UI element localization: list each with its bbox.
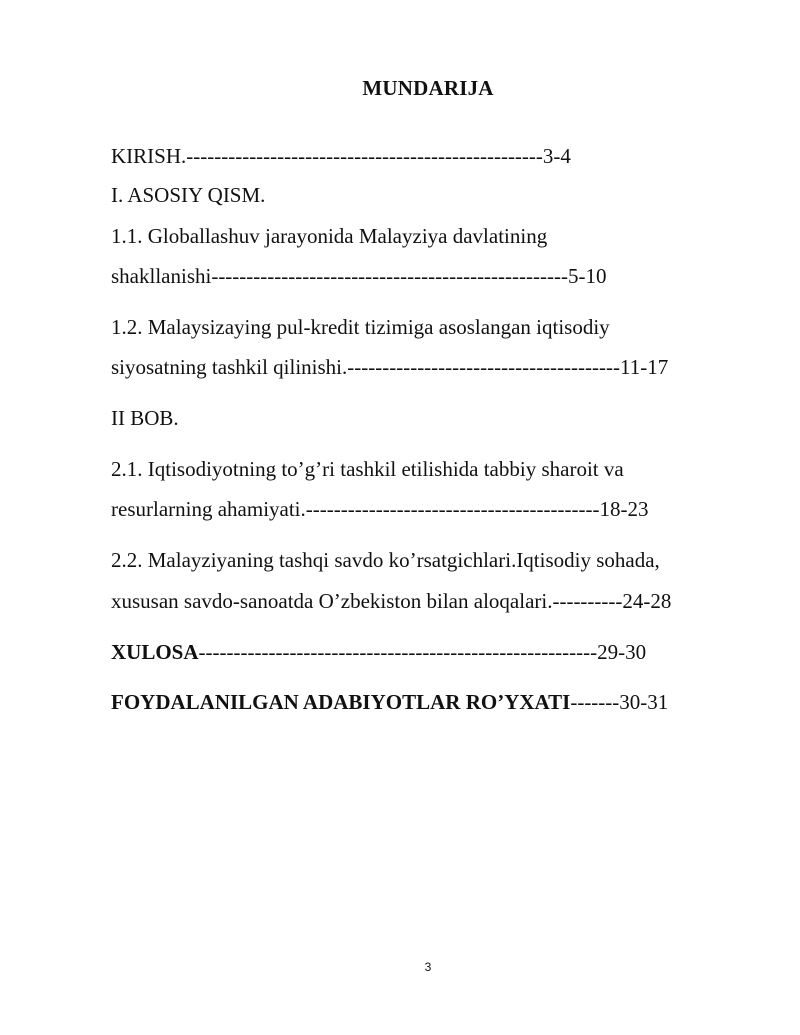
- toc-entry-2-2-line2: xususan savdo-sanoatda O’zbekiston bilan aloqalari.----------24-28: [111, 589, 672, 613]
- toc-entry-xulosa-leader: ---------------------------------------------------------29-30: [198, 640, 647, 664]
- toc-entry-adabiyotlar-label: FOYDALANILGAN ADABIYOTLAR RO’YXATI: [111, 690, 571, 714]
- toc-entry-2-1-line1: 2.1. Iqtisodiyotning to’g’ri tashkil etilishida tabbiy sharoit va: [111, 457, 624, 481]
- page-title: MUNDARIJA: [362, 76, 494, 100]
- page-number: 3: [424, 960, 432, 974]
- toc-entry-ii-bob: II BOB.: [111, 406, 179, 430]
- toc-entry-1-1-line1: 1.1. Globallashuv jarayonida Malayziya davlatining: [111, 224, 548, 248]
- toc-entry-1-2-line2: siyosatning tashkil qilinishi.---------------------------------------11-17: [111, 355, 669, 379]
- toc-entry-1-2-line1: 1.2. Malaysizaying pul-kredit tizimiga asoslangan iqtisodiy: [111, 315, 610, 339]
- toc-entry-2-2-line1: 2.2. Malayziyaning tashqi savdo ko’rsatgichlari.Iqtisodiy sohada,: [111, 548, 660, 572]
- toc-entry-1-1-line2: shakllanishi---------------------------------------------------5-10: [111, 264, 607, 288]
- toc-entry-xulosa-label: XULOSA: [111, 640, 199, 664]
- toc-entry-asosiy-qism: I. ASOSIY QISM.: [111, 183, 266, 207]
- toc-entry-xulosa: [111, 640, 646, 664]
- toc-entry-adabiyotlar-leader: -------30-31: [570, 690, 669, 714]
- toc-entry-kirish: KIRISH.---------------------------------------------------3-4: [111, 144, 571, 168]
- toc-entry-2-1-line2: resurlarning ahamiyati.------------------------------------------18-23: [111, 497, 649, 521]
- toc-entry-adabiyotlar: [111, 690, 668, 714]
